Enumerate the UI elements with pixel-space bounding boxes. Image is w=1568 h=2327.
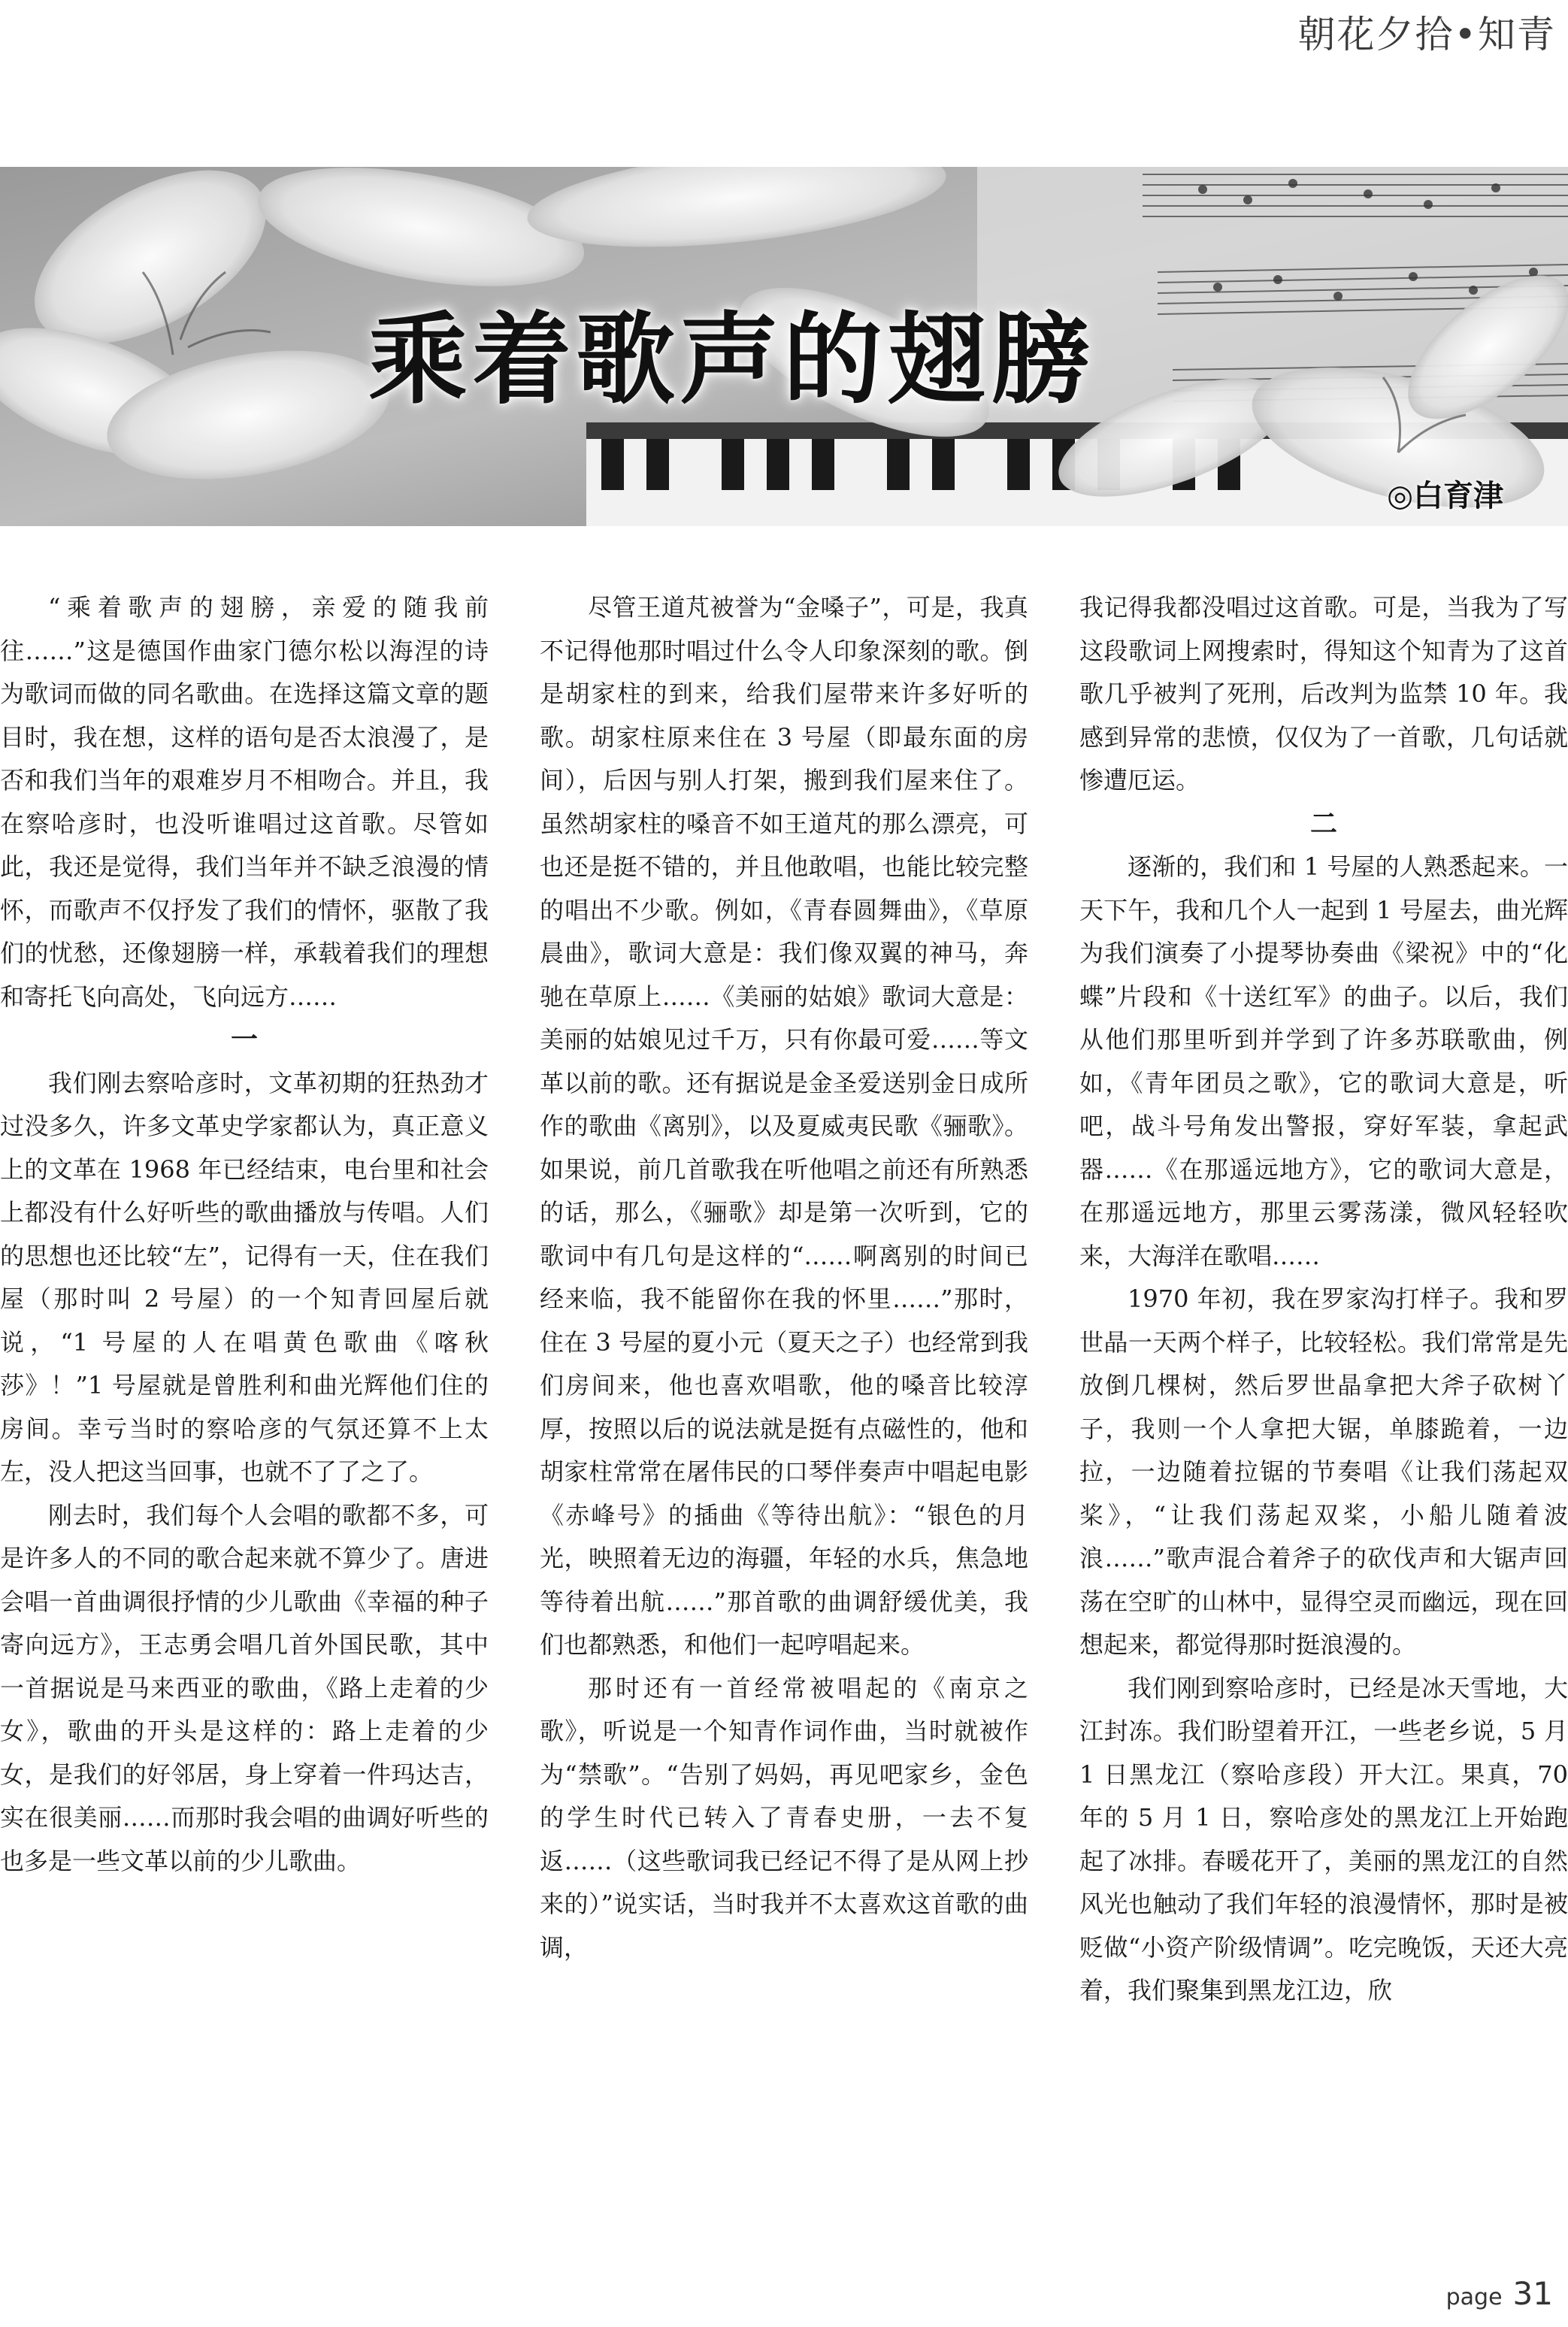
article-body xyxy=(0,586,1568,2255)
paragraph: 逐渐的，我们和 1 号屋的人熟悉起来。一天下午，我和几个人一起到 1 号屋去，曲光辉为我们演奏了小提琴协奏曲《梁祝》中的“化蝶”片段和《十送红军》的曲子。以后，我们从他们那里听到并学到了许多苏联歌曲，例如，《青年团员之歌》，它的歌词大意是，听吧，战斗号角发出警报，穿好军装，拿起武器……《在那遥远地方》，它的歌词大意是，在那遥远地方，那里云雾荡漾，微风轻轻吹来，大海洋在歌唱…… xyxy=(1079,852,1568,1270)
section-heading-1: 一 xyxy=(230,1024,258,1055)
page-label: page xyxy=(1445,2284,1503,2310)
title-banner xyxy=(0,167,1568,526)
article-author: ◎白育津 xyxy=(1387,479,1503,513)
text-column-1 xyxy=(0,586,489,2255)
paragraph: 1970 年初，我在罗家沟打样子。我和罗世晶一天两个样子，比较轻松。我们常常是先放倒几棵树，然后罗世晶拿把大斧子砍树丫子，我则一个人拿把大锯，单膝跪着，一边拉，一边随着拉锯的节奏唱《让我们荡起双桨》，“让我们荡起双桨，小船儿随着波浪……”歌声混合着斧子的砍伐声和大锯声回荡在空旷的山林中，显得空灵而幽远，现在回想起来，都觉得那时挺浪漫的。 xyxy=(1079,1285,1568,1659)
paragraph: 我们刚到察哈彦时，已经是冰天雪地，大江封冻。我们盼望着开江，一些老乡说，5 月 1 日黑龙江（察哈彦段）开大江。果真，70 年的 5 月 1 日，察哈彦处的黑龙江上开始跑起了冰排。春暖花开了，美丽的黑龙江的自然风光也触动了我们年轻的浪漫情怀，那时是被贬做“小资产阶级情调”。吃完晚饭，天还大亮着，我们聚集到黑龙江边，欣 xyxy=(1079,1673,1568,2005)
paragraph: 尽管王道芃被誉为“金嗓子”，可是，我真不记得他那时唱过什么令人印象深刻的歌。倒是胡家柱的到来，给我们屋带来许多好听的歌。胡家柱原来住在 3 号屋（即最东面的房间），后因与别人打架，搬到我们屋来住了。虽然胡家柱的嗓音不如王道芃的那么漂亮，可也还是挺不错的，并且他敢唱，也能比较完整的唱出不少歌。例如，《青春圆舞曲》，《草原晨曲》，歌词大意是：我们像双翼的神马，奔驰在草原上……《美丽的姑娘》歌词大意是：美丽的姑娘见过千万，只有你最可爱……等文革以前的歌。还有据说是金圣爱送别金日成所作的歌曲《离别》，以及夏威夷民歌《骊歌》。如果说，前几首歌我在听他唱之前还有所熟悉的话，那么，《骊歌》却是第一次听到，它的歌词中有几句是这样的“……啊离别的时间已经来临，我不能留你在我的怀里……”那时，住在 3 号屋的夏小元（夏天之子）也经常到我们房间来，他也喜欢唱歌，他的嗓音比较淳厚，按照以后的说法就是挺有点磁性的，他和胡家柱常常在屠伟民的口琴伴奏声中唱起电影《赤峰号》的插曲《等待出航》：“银色的月光，映照着无边的海疆，年轻的水兵，焦急地等待着出航……”那首歌的曲调舒缓优美，我们也都熟悉，和他们一起哼唱起来。 xyxy=(540,593,1028,1659)
paragraph: 我们刚去察哈彦时，文革初期的狂热劲才过没多久，许多文革史学家都认为，真正意义上的文革在 1968 年已经结束，电台里和社会上都没有什么好听些的歌曲播放与传唱。人们的思想也还比较“左”，记得有一天，住在我们屋（那时叫 2 号屋）的一个知青回屋后就说，“1 号屋的人在唱黄色歌曲《喀秋莎》！”1 号屋就是曾胜利和曲光辉他们住的房间。幸亏当时的察哈彦的气氛还算不上太左，没人把这当回事，也就不了了之了。 xyxy=(0,1068,489,1486)
paragraph: “乘着歌声的翅膀，亲爱的随我前往……”这是德国作曲家门德尔松以海涅的诗为歌词而做的同名歌曲。在选择这篇文章的题目时，我在想，这样的语句是否太浪漫了，是否和我们当年的艰难岁月不相吻合。并且，我在察哈彦时，也没听谁唱过这首歌。尽管如此，我还是觉得，我们当年并不缺乏浪漫的情怀，而歌声不仅抒发了我们的情怀，驱散了我们的忧愁，还像翅膀一样，承载着我们的理想和寄托飞向高处，飞向远方…… xyxy=(0,593,489,1011)
text-column-3 xyxy=(1079,586,1568,2255)
paragraph: 那时还有一首经常被唱起的《南京之歌》，听说是一个知青作词作曲，当时就被作为“禁歌”。“告别了妈妈，再见吧家乡，金色的学生时代已转入了青春史册，一去不复返……（这些歌词我已经记不得了是从网上抄来的）”说实话，当时我并不太喜欢这首歌的曲调， xyxy=(540,1673,1028,1962)
section-header: 朝花夕拾•知青 xyxy=(1297,13,1556,56)
page-number: 31 xyxy=(1512,2275,1553,2312)
paragraph: 刚去时，我们每个人会唱的歌都不多，可是许多人的不同的歌合起来就不算少了。唐进会唱一首曲调很抒情的少儿歌曲《幸福的种子寄向远方》，王志勇会唱几首外国民歌，其中一首据说是马来西亚的歌曲，《路上走着的少女》，歌曲的开头是这样的：路上走着的少女，是我们的好邻居，身上穿着一件玛达吉，实在很美丽……而那时我会唱的曲调好听些的也多是一些文革以前的少儿歌曲。 xyxy=(0,1500,489,1875)
text-column-2 xyxy=(540,586,1028,2255)
page-footer xyxy=(1446,2275,1553,2312)
paragraph: 我记得我都没唱过这首歌。可是，当我为了写这段歌词上网搜索时，得知这个知青为了这首歌几乎被判了死刑，后改判为监禁 10 年。我感到异常的悲愤，仅仅为了一首歌，几句话就惨遭厄运。 xyxy=(1079,593,1568,794)
section-heading-2: 二 xyxy=(1309,807,1337,840)
article-title: 乘着歌声的翅膀 xyxy=(368,302,1094,418)
